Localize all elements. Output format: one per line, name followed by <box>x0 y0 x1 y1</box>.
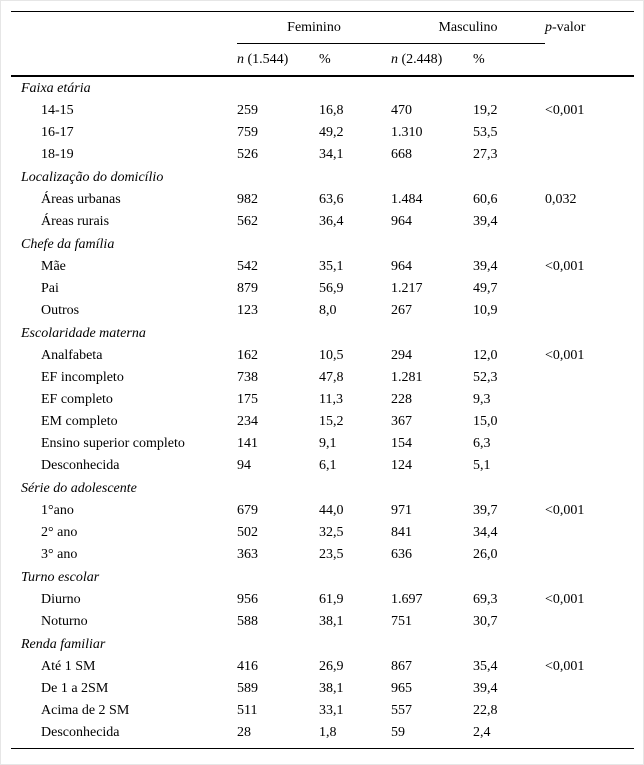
header-fem-n-total: (1.544) <box>244 51 289 67</box>
fem-pct-cell: 33,1 <box>319 703 344 718</box>
table-bottom-rule <box>11 744 634 749</box>
mas-n-cell: 1.217 <box>391 281 423 296</box>
p-valor-cell <box>545 522 634 544</box>
mas-pct-cell: 39,4 <box>473 214 498 229</box>
p-valor-cell <box>545 433 634 455</box>
header-mas-n <box>391 44 473 76</box>
mas-pct-cell: 39,7 <box>473 503 498 518</box>
section-title: Faixa etária <box>21 80 91 96</box>
table-row <box>11 411 634 433</box>
table-row <box>11 544 634 566</box>
table-row <box>11 455 634 477</box>
mas-n-cell: 971 <box>391 503 412 518</box>
mas-n-cell: 59 <box>391 725 405 740</box>
fem-n-cell: 175 <box>237 392 258 407</box>
header-feminino <box>237 12 391 44</box>
p-valor-cell: <0,001 <box>545 503 585 518</box>
fem-n-cell: 879 <box>237 281 258 296</box>
p-valor-cell <box>545 367 634 389</box>
mas-pct-cell: 5,1 <box>473 458 491 473</box>
p-valor-cell <box>545 455 634 477</box>
header-fem-n-symbol: n <box>237 51 244 67</box>
p-valor-cell <box>545 411 634 433</box>
mas-n-cell: 964 <box>391 214 412 229</box>
fem-pct-cell: 32,5 <box>319 525 344 540</box>
p-valor-cell: <0,001 <box>545 103 585 118</box>
table-row <box>11 278 634 300</box>
row-label: Desconhecida <box>41 458 120 473</box>
mas-n-cell: 1.310 <box>391 125 423 140</box>
fem-n-cell: 738 <box>237 370 258 385</box>
fem-pct-cell: 1,8 <box>319 725 337 740</box>
fem-n-cell: 956 <box>237 592 258 607</box>
p-valor-cell <box>545 144 634 166</box>
mas-pct-cell: 10,9 <box>473 303 498 318</box>
header-masculino-label: Masculino <box>438 20 498 35</box>
fem-n-cell: 502 <box>237 525 258 540</box>
table-row <box>11 678 634 700</box>
section-title: Escolaridade materna <box>21 325 146 341</box>
table-row <box>11 100 634 122</box>
row-label: Acima de 2 SM <box>41 703 130 718</box>
mas-n-cell: 636 <box>391 547 412 562</box>
header-p-rest: -valor <box>552 20 586 35</box>
header-p-italic: p <box>545 20 552 35</box>
table-row <box>11 700 634 722</box>
fem-n-cell: 28 <box>237 725 251 740</box>
section-title: Localização do domicílio <box>21 169 164 185</box>
table-row <box>11 433 634 455</box>
p-valor-cell: <0,001 <box>545 592 585 607</box>
row-label: Diurno <box>41 592 81 607</box>
mas-n-cell: 367 <box>391 414 412 429</box>
mas-pct-cell: 12,0 <box>473 348 498 363</box>
fem-n-cell: 589 <box>237 681 258 696</box>
table-row <box>11 656 634 678</box>
row-label: 18-19 <box>41 147 74 162</box>
fem-n-cell: 588 <box>237 614 258 629</box>
mas-pct-cell: 27,3 <box>473 147 498 162</box>
mas-pct-cell: 60,6 <box>473 192 498 207</box>
mas-pct-cell: 69,3 <box>473 592 498 607</box>
mas-n-cell: 267 <box>391 303 412 318</box>
mas-pct-cell: 9,3 <box>473 392 491 407</box>
fem-pct-cell: 23,5 <box>319 547 344 562</box>
mas-pct-cell: 15,0 <box>473 414 498 429</box>
mas-n-cell: 1.697 <box>391 592 423 607</box>
mas-n-cell: 751 <box>391 614 412 629</box>
row-label: Pai <box>41 281 59 296</box>
row-label: De 1 a 2SM <box>41 681 109 696</box>
mas-pct-cell: 6,3 <box>473 436 491 451</box>
mas-pct-cell: 26,0 <box>473 547 498 562</box>
mas-n-cell: 228 <box>391 392 412 407</box>
table-row <box>11 345 634 367</box>
section-header-row <box>11 76 634 100</box>
mas-pct-cell: 35,4 <box>473 659 498 674</box>
mas-n-cell: 668 <box>391 147 412 162</box>
table-body <box>11 76 634 749</box>
table-row <box>11 522 634 544</box>
p-valor-cell <box>545 211 634 233</box>
fem-pct-cell: 61,9 <box>319 592 344 607</box>
header-masculino <box>391 12 545 44</box>
header-fem-n <box>237 44 319 76</box>
fem-pct-cell: 15,2 <box>319 414 344 429</box>
p-valor-cell <box>545 700 634 722</box>
header-p-valor <box>545 12 634 44</box>
fem-pct-cell: 10,5 <box>319 348 344 363</box>
fem-pct-cell: 8,0 <box>319 303 337 318</box>
fem-n-cell: 141 <box>237 436 258 451</box>
p-valor-cell <box>545 389 634 411</box>
row-label: 16-17 <box>41 125 74 140</box>
p-valor-cell: <0,001 <box>545 259 585 274</box>
mas-pct-cell: 2,4 <box>473 725 491 740</box>
fem-pct-cell: 63,6 <box>319 192 344 207</box>
p-valor-cell: <0,001 <box>545 659 585 674</box>
row-label: 1°ano <box>41 503 74 518</box>
mas-n-cell: 154 <box>391 436 412 451</box>
section-header-row <box>11 166 634 189</box>
data-table <box>11 11 634 749</box>
header-empty-cell <box>11 12 237 44</box>
table-row <box>11 300 634 322</box>
mas-n-cell: 124 <box>391 458 412 473</box>
table-row <box>11 722 634 744</box>
table-row <box>11 389 634 411</box>
section-header-row <box>11 322 634 345</box>
mas-pct-cell: 30,7 <box>473 614 498 629</box>
header-fem-pct: % <box>319 51 331 67</box>
fem-n-cell: 982 <box>237 192 258 207</box>
p-valor-cell <box>545 678 634 700</box>
header-mas-pct: % <box>473 51 485 67</box>
table-row <box>11 589 634 611</box>
fem-pct-cell: 16,8 <box>319 103 344 118</box>
fem-pct-cell: 49,2 <box>319 125 344 140</box>
fem-n-cell: 259 <box>237 103 258 118</box>
table-row <box>11 144 634 166</box>
row-label: 3° ano <box>41 547 78 562</box>
row-label: Áreas rurais <box>41 214 110 229</box>
fem-pct-cell: 6,1 <box>319 458 337 473</box>
table-row <box>11 122 634 144</box>
mas-pct-cell: 34,4 <box>473 525 498 540</box>
mas-pct-cell: 39,4 <box>473 681 498 696</box>
section-title: Turno escolar <box>21 569 100 585</box>
row-label: Mãe <box>41 259 66 274</box>
table-row <box>11 211 634 233</box>
mas-n-cell: 964 <box>391 259 412 274</box>
fem-n-cell: 679 <box>237 503 258 518</box>
header-mas-n-symbol: n <box>391 51 398 67</box>
fem-pct-cell: 38,1 <box>319 681 344 696</box>
table-row <box>11 611 634 633</box>
mas-pct-cell: 22,8 <box>473 703 498 718</box>
header-feminino-rule <box>237 43 391 44</box>
p-valor-cell <box>545 300 634 322</box>
mas-n-cell: 557 <box>391 703 412 718</box>
mas-pct-cell: 39,4 <box>473 259 498 274</box>
fem-n-cell: 511 <box>237 703 258 718</box>
row-label: Noturno <box>41 614 88 629</box>
mas-n-cell: 841 <box>391 525 412 540</box>
fem-n-cell: 526 <box>237 147 258 162</box>
p-valor-cell: 0,032 <box>545 192 577 207</box>
header-row-groups <box>11 12 634 44</box>
fem-n-cell: 759 <box>237 125 258 140</box>
fem-pct-cell: 44,0 <box>319 503 344 518</box>
header-masculino-rule <box>391 43 545 44</box>
mas-n-cell: 965 <box>391 681 412 696</box>
section-title: Série do adolescente <box>21 480 137 496</box>
fem-n-cell: 234 <box>237 414 258 429</box>
section-title: Chefe da família <box>21 236 115 252</box>
fem-n-cell: 94 <box>237 458 251 473</box>
row-label: Outros <box>41 303 80 318</box>
mas-pct-cell: 19,2 <box>473 103 498 118</box>
row-label: EF incompleto <box>41 370 124 385</box>
mas-n-cell: 1.484 <box>391 192 423 207</box>
row-label: Analfabeta <box>41 348 103 363</box>
row-label: Ensino superior completo <box>41 436 185 451</box>
mas-pct-cell: 53,5 <box>473 125 498 140</box>
table-row <box>11 500 634 522</box>
fem-n-cell: 416 <box>237 659 258 674</box>
mas-n-cell: 1.281 <box>391 370 423 385</box>
p-valor-cell <box>545 544 634 566</box>
mas-n-cell: 867 <box>391 659 412 674</box>
fem-n-cell: 363 <box>237 547 258 562</box>
fem-pct-cell: 26,9 <box>319 659 344 674</box>
section-header-row <box>11 633 634 656</box>
mas-n-cell: 470 <box>391 103 412 118</box>
header-mas-n-total: (2.448) <box>398 51 443 67</box>
section-header-row <box>11 477 634 500</box>
row-label: 2° ano <box>41 525 78 540</box>
fem-n-cell: 542 <box>237 259 258 274</box>
row-label: EF completo <box>41 392 113 407</box>
fem-pct-cell: 47,8 <box>319 370 344 385</box>
p-valor-cell <box>545 278 634 300</box>
section-header-row <box>11 566 634 589</box>
header-feminino-label: Feminino <box>287 20 341 35</box>
row-label: Até 1 SM <box>41 659 96 674</box>
fem-pct-cell: 34,1 <box>319 147 344 162</box>
fem-n-cell: 562 <box>237 214 258 229</box>
fem-pct-cell: 56,9 <box>319 281 344 296</box>
p-valor-cell: <0,001 <box>545 348 585 363</box>
section-header-row <box>11 233 634 256</box>
row-label: 14-15 <box>41 103 74 118</box>
fem-n-cell: 123 <box>237 303 258 318</box>
fem-pct-cell: 11,3 <box>319 392 343 407</box>
mas-pct-cell: 49,7 <box>473 281 498 296</box>
table-row <box>11 367 634 389</box>
header-row-columns <box>11 44 634 76</box>
fem-pct-cell: 35,1 <box>319 259 344 274</box>
fem-pct-cell: 9,1 <box>319 436 337 451</box>
fem-n-cell: 162 <box>237 348 258 363</box>
p-valor-cell <box>545 611 634 633</box>
table-row <box>11 256 634 278</box>
header-empty-cell <box>545 44 634 76</box>
row-label: Áreas urbanas <box>41 192 121 207</box>
mas-n-cell: 294 <box>391 348 412 363</box>
section-title: Renda familiar <box>21 636 106 652</box>
header-empty-cell <box>11 44 237 76</box>
p-valor-cell <box>545 722 634 744</box>
row-label: Desconhecida <box>41 725 120 740</box>
table-row <box>11 189 634 211</box>
mas-pct-cell: 52,3 <box>473 370 498 385</box>
p-valor-cell <box>545 122 634 144</box>
fem-pct-cell: 38,1 <box>319 614 344 629</box>
row-label: EM completo <box>41 414 118 429</box>
fem-pct-cell: 36,4 <box>319 214 344 229</box>
